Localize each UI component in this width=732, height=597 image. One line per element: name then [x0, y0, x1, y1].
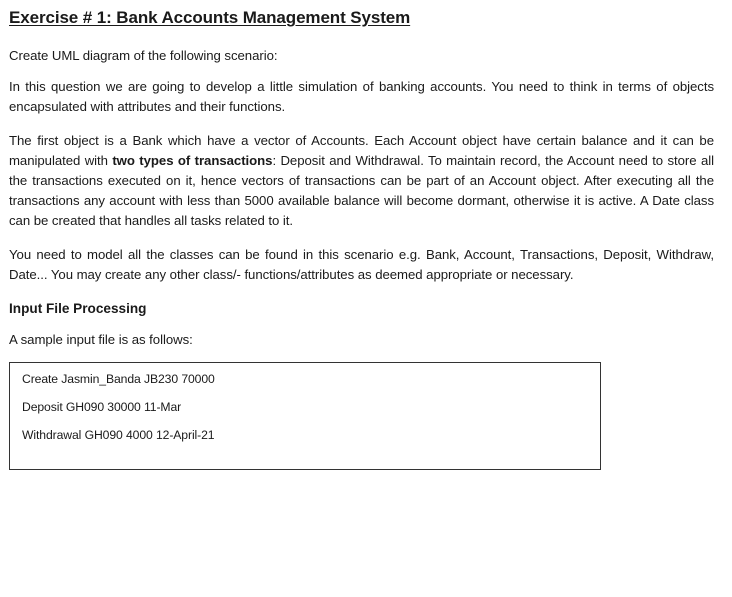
bank-object-text-1: The first object is a Bank which have a vector of Accounts. Each Account object have certain balance and it can be manipulated with: [9, 133, 714, 168]
bank-object-text-2: : Deposit and Withdrawal. To maintain record, the Account need to store all the transactions executed on it, hence vectors of transactions can be part of an Account object. After executing all the transactions any account with less than 5000 available balance will become dormant, otherwise it is active. A Date class can be created that handles all tasks related to it.: [9, 153, 714, 228]
sample-input-line: Create Jasmin_Banda JB230 70000: [22, 372, 215, 386]
intro-text: Create UML diagram of the following scenario:: [9, 48, 278, 63]
transaction-types-emphasis: two types of transactions: [112, 153, 273, 168]
exercise-title: Exercise # 1: Bank Accounts Management System: [9, 8, 411, 27]
modeling-paragraph: You need to model all the classes can be found in this scenario e.g. Bank, Account, Transactions, Deposit, Withdraw, Date... You may create any other class/- functions/attributes as deemed appropriate or necessary.: [9, 247, 714, 282]
scenario-paragraph: In this question we are going to develop a little simulation of banking accounts. You need to think in terms of objects encapsulated with attributes and their functions.: [9, 79, 714, 114]
sample-input-line: Deposit GH090 30000 11-Mar: [22, 400, 182, 414]
sample-input-box: [9, 362, 601, 470]
sample-intro-text: A sample input file is as follows:: [9, 332, 193, 347]
bank-object-paragraph: [9, 131, 714, 231]
input-processing-heading: Input File Processing: [9, 301, 147, 316]
sample-input-line: Withdrawal GH090 4000 12-April-21: [22, 428, 215, 442]
